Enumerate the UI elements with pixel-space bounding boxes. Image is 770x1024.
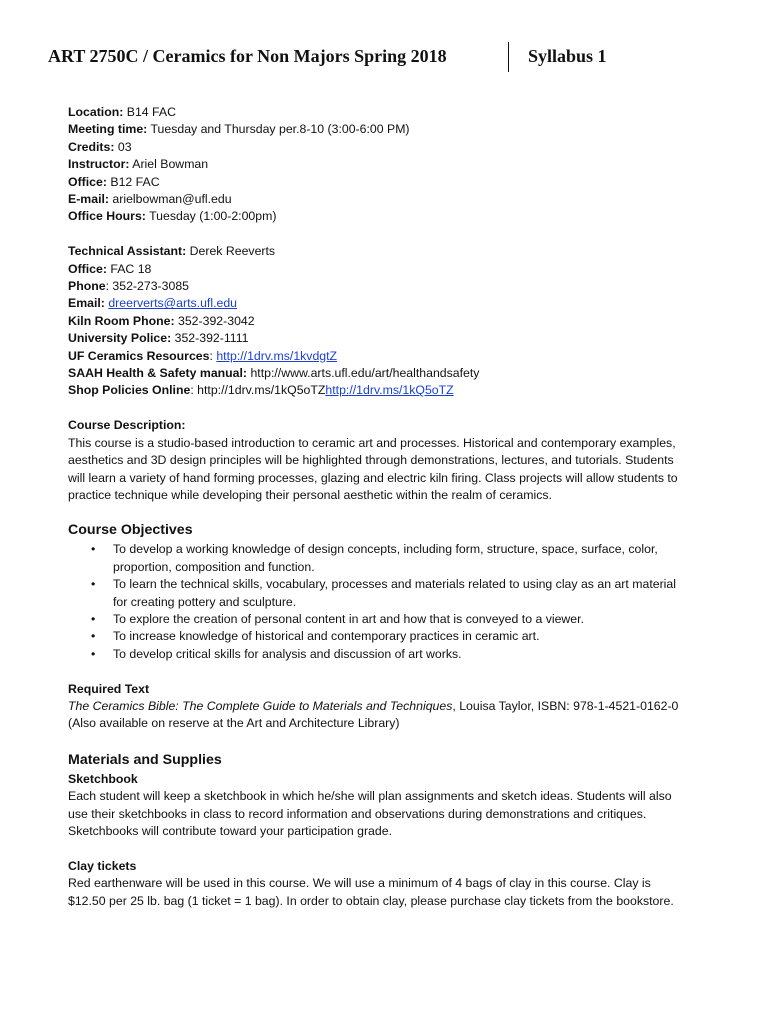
ta-email: Email: dreerverts@arts.ufl.edu bbox=[68, 296, 238, 311]
sketchbook-line: Sketchbooks will contribute toward your participation grade. bbox=[68, 823, 392, 838]
info-location: Location: B14 FAC bbox=[68, 105, 176, 119]
required-text-book: The Ceramics Bible: The Complete Guide to Materials and Techniques, Louisa Taylor, ISBN: 978-1-4521-0162-0 bbox=[68, 698, 679, 713]
description-line: aesthetics and 3D design principles will be highlighted through demonstrations, lectures, and tutorials. Students bbox=[68, 453, 674, 468]
materials-heading: Materials and Supplies bbox=[68, 751, 222, 768]
materials-supplies bbox=[68, 751, 718, 910]
objectives-list bbox=[68, 541, 718, 663]
required-text bbox=[68, 681, 718, 733]
ta-name: Technical Assistant: Derek Reeverts bbox=[68, 244, 276, 259]
course-description bbox=[68, 417, 718, 504]
shop-policies-link[interactable]: http://1drv.ms/1kQ5oTZ bbox=[325, 383, 454, 398]
bullet-icon: • bbox=[91, 542, 96, 557]
sketchbook-line: use their sketchbooks in class to record information and observations during demonstrations and critiques. bbox=[68, 806, 647, 821]
description-heading: Course Description: bbox=[68, 418, 186, 433]
page-header bbox=[48, 46, 728, 74]
saah-safety-manual: SAAH Health & Safety manual: http://www.arts.ufl.edu/art/healthandsafety bbox=[68, 366, 480, 381]
document-title: ART 2750C / Ceramics for Non Majors Spring 2018 bbox=[48, 46, 447, 66]
info-meeting-time: Meeting time: Tuesday and Thursday per.8-10 (3:00-6:00 PM) bbox=[68, 122, 410, 137]
course-info bbox=[68, 104, 718, 226]
kiln-room-phone: Kiln Room Phone: 352-392-3042 bbox=[68, 313, 255, 328]
ta-info bbox=[68, 243, 718, 400]
info-instructor: Instructor: Ariel Bowman bbox=[68, 157, 209, 172]
info-office-hours: Office Hours: Tuesday (1:00-2:00pm) bbox=[68, 209, 277, 224]
resources-link[interactable]: http://1drv.ms/1kvdgtZ bbox=[216, 348, 338, 363]
header-divider bbox=[508, 42, 509, 72]
ta-office: Office: FAC 18 bbox=[68, 261, 152, 276]
bullet-icon: • bbox=[91, 646, 96, 661]
list-item: • To develop critical skills for analysis and discussion of art works. bbox=[113, 646, 718, 663]
clay-tickets-heading: Clay tickets bbox=[68, 858, 137, 873]
sketchbook-heading: Sketchbook bbox=[68, 771, 138, 786]
required-text-heading: Required Text bbox=[68, 681, 150, 696]
description-line: This course is a studio-based introduction to ceramic art and processes. Historical and contemporary examples, bbox=[68, 435, 676, 450]
list-item: • To develop a working knowledge of design concepts, including form, structure, space, surface, color, proportion, composition and function. bbox=[91, 542, 658, 574]
header-page-label: Syllabus 1 bbox=[528, 46, 607, 66]
bullet-icon: • bbox=[91, 577, 96, 592]
info-credits: Credits: 03 bbox=[68, 139, 132, 154]
list-item: • To explore the creation of personal content in art and how that is conveyed to a viewer. bbox=[113, 611, 718, 628]
university-police: University Police: 352-392-1111 bbox=[68, 331, 249, 346]
clay-tickets-line: $12.50 per 25 lb. bag (1 ticket = 1 bag). In order to obtain clay, please purchase clay tickets from the bookstore. bbox=[68, 893, 674, 908]
bullet-icon: • bbox=[91, 629, 96, 644]
ta-email-link[interactable]: dreerverts@arts.ufl.edu bbox=[108, 296, 238, 311]
course-objectives bbox=[68, 521, 718, 663]
ceramics-resources: UF Ceramics Resources: http://1drv.ms/1kvdgtZ bbox=[68, 348, 338, 363]
bullet-icon: • bbox=[91, 611, 96, 626]
clay-tickets-line: Red earthenware will be used in this course. We will use a minimum of 4 bags of clay in this course. Clay is bbox=[68, 876, 651, 891]
document-body bbox=[68, 104, 718, 910]
list-item: • To learn the technical skills, vocabulary, processes and materials related to using clay as an art material for creating pottery and sculpture. bbox=[91, 577, 676, 609]
description-line: will learn a variety of hand forming processes, glazing and electric kiln firing. Class projects will allow students to bbox=[68, 470, 678, 485]
required-text-note: (Also available on reserve at the Art and Architecture Library) bbox=[68, 716, 400, 731]
list-item: • To increase knowledge of historical and contemporary practices in ceramic art. bbox=[113, 628, 718, 645]
ta-phone: Phone: 352-273-3085 bbox=[68, 279, 189, 294]
description-line: practice technique while developing their personal aesthetic within the realm of ceramics. bbox=[68, 487, 552, 502]
info-email: E-mail: arielbowman@ufl.edu bbox=[68, 192, 232, 207]
shop-policies: Shop Policies Online: http://1drv.ms/1kQ5oTZhttp://1drv.ms/1kQ5oTZ bbox=[68, 383, 454, 398]
info-office: Office: B12 FAC bbox=[68, 174, 160, 189]
objectives-heading: Course Objectives bbox=[68, 522, 193, 539]
sketchbook-line: Each student will keep a sketchbook in which he/she will plan assignments and sketch ideas. Students will also bbox=[68, 789, 672, 804]
